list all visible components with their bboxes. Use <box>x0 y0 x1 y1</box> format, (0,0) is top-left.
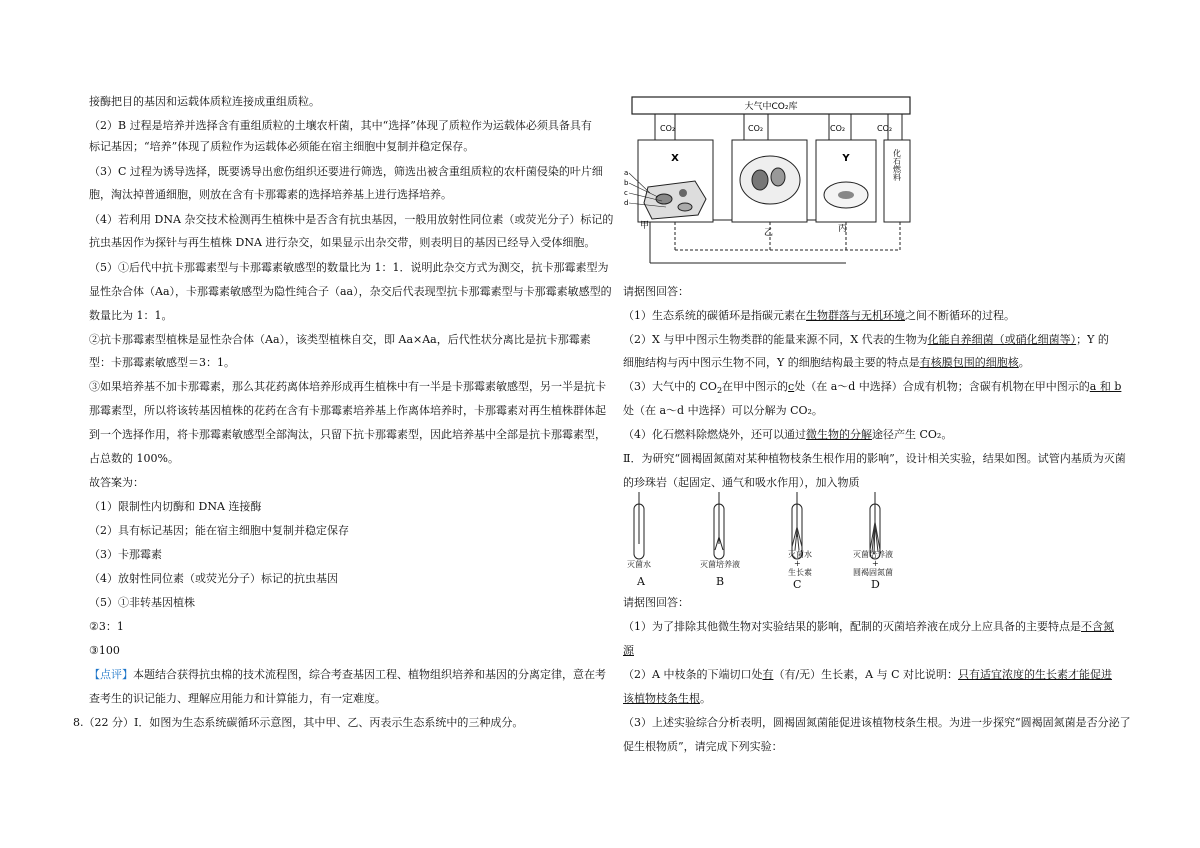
ii-q3-line: （3）上述实验综合分析表明，圆褐固氮菌能促进该植物枝条生根。为进一步探究“圆褐固氮菌是否分泌了 <box>623 716 1131 729</box>
co2-label: CO₂ <box>830 124 846 133</box>
yi-label: 乙 <box>764 228 774 238</box>
tube-c-plus: + <box>794 559 801 568</box>
tube-b <box>714 492 724 559</box>
tube-b-label: B <box>716 575 725 588</box>
text-line: 请据图回答： <box>623 596 689 609</box>
text-line: 数量比为 1：1。 <box>89 309 173 322</box>
tube-d-plus: + <box>872 559 879 568</box>
ii-q3-line-2: 促生根物质”，请完成下列实验： <box>623 740 783 753</box>
text-line: （5）①非转基因植株 <box>89 596 195 609</box>
tube-c-label: C <box>793 578 802 591</box>
ii-q2-line: （2）A 中枝条的下端切口处有（有/无）生长素，A 与 C 对比说明：只有适宜浓度的生长素才能促进 <box>623 668 1113 681</box>
test-tube-svg <box>620 492 890 592</box>
text-line: 的珍珠岩（起固定、通气和吸水作用），加入物质 <box>623 476 860 489</box>
ii-q2-line-2: 该植物枝条生根。 <box>623 692 711 705</box>
answer: 源 <box>623 644 634 657</box>
answer: 该植物枝条生根 <box>623 692 700 705</box>
co2-label: CO₂ <box>877 124 893 133</box>
text-line: 请据图回答： <box>623 285 689 298</box>
text-line: 处（在 a～d 中选择）可以分解为 CO₂。 <box>623 404 823 417</box>
tube-a-caption: 灭菌水 <box>627 560 651 569</box>
answer: 化能自养细菌（或硝化细菌等） <box>927 333 1077 346</box>
text-line: （5）①后代中抗卡那霉素型与卡那霉素敏感型的数量比为 1：1．说明此杂交方式为测交，抗卡那霉素型为 <box>89 261 609 274</box>
bing-label: 丙 <box>838 224 848 234</box>
text-line: 接酶把目的基因和运载体质粒连接成重组质粒。 <box>89 95 320 108</box>
text-line: （4）若利用 DNA 杂交技术检测再生植株中是否含有抗虫基因，一般用放射性同位素（或荧光分子）标记的 <box>89 213 614 226</box>
text-line: 占总数的 100%。 <box>89 452 179 465</box>
label-d: d <box>624 199 629 207</box>
jia-label: 甲 <box>640 221 650 231</box>
q2-line: （2）X 与甲中图示生物类群的能量来源不同，X 代表的生物为化能自养细菌（或硝化细菌等）；Y 的 <box>623 333 1109 346</box>
text-line: 故答案为： <box>89 476 144 489</box>
answer: a 和 b <box>1089 380 1122 393</box>
text-line: （4）放射性同位素（或荧光分子）标记的抗虫基因 <box>89 572 338 585</box>
answer: 有核膜包围的细胞核 <box>919 356 1019 369</box>
text-line: ③如果培养基不加卡那霉素，那么其花药离体培养形成再生植株中有一半是卡那霉素敏感型，另一半是抗卡 <box>89 380 606 393</box>
answer: 不含氮 <box>1081 620 1114 633</box>
text-line: （2）B 过程是培养并选择含有重组质粒的土壤农杆菌，其中“选择”体现了质粒作为运载体必须具备具有 <box>89 119 592 132</box>
carbon-cycle-diagram <box>620 95 920 273</box>
text-line: Ⅱ．为研究“圆褐固氮菌对某种植物枝条生根作用的影响”，设计相关实验，结果如图。试管内基质为灭菌 <box>623 452 1126 465</box>
tube-b-caption: 灭菌培养液 <box>700 560 740 569</box>
tube-d-caption: 灭菌培养液 <box>853 550 893 559</box>
q1-line: （1）生态系统的碳循环是指碳元素在生物群落与无机环境之间不断循环的过程。 <box>623 309 1015 322</box>
tube-d-label: D <box>871 578 880 591</box>
co2-label: CO₂ <box>660 124 676 133</box>
text-line: ②抗卡那霉素型植株是显性杂合体（Aa），该类型植株自交，即 Aa×Aa，后代性状分离比是抗卡那霉素 <box>89 333 591 346</box>
label-c: c <box>624 189 628 197</box>
text-line: （1）限制性内切酶和 DNA 连接酶 <box>89 500 262 513</box>
tube-a-label: A <box>637 575 645 588</box>
text-line: （3）C 过程为诱导选择，既要诱导出愈伤组织还要进行筛选，筛选出被含重组质粒的农杆菌侵染的叶片细 <box>89 165 603 178</box>
text-line: （2）具有标记基因；能在宿主细胞中复制并稳定保存 <box>89 524 349 537</box>
x-label: X <box>671 153 679 164</box>
answer: 只有适宜浓度的生长素才能促进 <box>958 668 1113 681</box>
carbon-cycle-svg <box>620 95 920 270</box>
tube-c-caption-2: 生长素 <box>788 568 812 577</box>
text-line: 型：卡那霉素敏感型＝3：1。 <box>89 356 235 369</box>
tube-a <box>634 492 644 559</box>
answer: 有 <box>762 668 774 681</box>
comment-text: 本题结合获得抗虫棉的技术流程图，综合考查基因工程、植物组织培养和基因的分离定律，意在考 <box>133 668 606 681</box>
test-tube-diagram <box>620 492 890 595</box>
text-line: 抗虫基因作为探针与再生植株 DNA 进行杂交，如果显示出杂交带，则表明目的基因已经导入受体细胞。 <box>89 236 596 249</box>
answer: c <box>788 380 795 393</box>
tube-d-caption-2: 圆褐固氮菌 <box>853 568 893 577</box>
q3-line: （3）大气中的 $CO_2$在甲中图示的c处（在 a～d 中选择）合成有机物；含碳有机物在甲中图示的a 和 b <box>623 380 1122 396</box>
answer: 微生物的分解 <box>806 428 872 441</box>
text-line: ③100 <box>89 644 120 657</box>
text-line: 胞，淘汰掉普通细胞，则放在含有卡那霉素的选择培养基上进行选择培养。 <box>89 188 452 201</box>
tube-c-caption: 灭菌水 <box>788 550 812 559</box>
ii-q1-line-2 <box>623 644 634 658</box>
q2-line-2: 细胞结构与丙中图示生物不同，Y 的细胞结构最主要的特点是有核膜包围的细胞核。 <box>623 356 1030 369</box>
q4-line: （4）化石燃料除燃烧外，还可以通过微生物的分解途径产生 CO₂。 <box>623 428 953 441</box>
comment-tag: 【点评】 <box>89 668 133 681</box>
text-line: 那霉素型，所以将该转基因植株的花药在含有卡那霉素培养基上作离体培养时，卡那霉素对再生植株群体起 <box>89 404 606 417</box>
question-8-line: 8.（22 分）I．如图为生态系统碳循环示意图，其中甲、乙、丙表示生态系统中的三种成分。 <box>73 716 524 729</box>
text-line: 到一个选择作用，将卡那霉素敏感型全部淘汰，只留下抗卡那霉素型，因此培养基中全部是抗卡那霉素型， <box>89 428 606 441</box>
text-line: （3）卡那霉素 <box>89 548 162 561</box>
comment-line <box>89 668 606 682</box>
label-a: a <box>624 169 629 177</box>
text-line: 查考生的识记能力、理解应用能力和计算能力，有一定难度。 <box>89 692 386 705</box>
fossil-fuel-label: 化石燃料 <box>892 149 902 181</box>
ii-q1-line: （1）为了排除其他微生物对实验结果的影响，配制的灭菌培养液在成分上应具备的主要特点是不含氮 <box>623 620 1114 633</box>
text-line: ②3：1 <box>89 620 124 633</box>
text-line: 显性杂合体（Aa），卡那霉素敏感型为隐性纯合子（aa），杂交后代表现型抗卡那霉素型与卡那霉素敏感型的 <box>89 285 612 298</box>
label-b: b <box>624 179 629 187</box>
co2-pool-label: 大气中CO₂库 <box>744 102 798 112</box>
text-line: 标记基因；“培养”体现了质粒作为运载体必须能在宿主细胞中复制并稳定保存。 <box>89 140 475 153</box>
y-label: Y <box>842 153 850 164</box>
co2-label: CO₂ <box>748 124 764 133</box>
answer: 生物群落与无机环境 <box>806 309 905 322</box>
